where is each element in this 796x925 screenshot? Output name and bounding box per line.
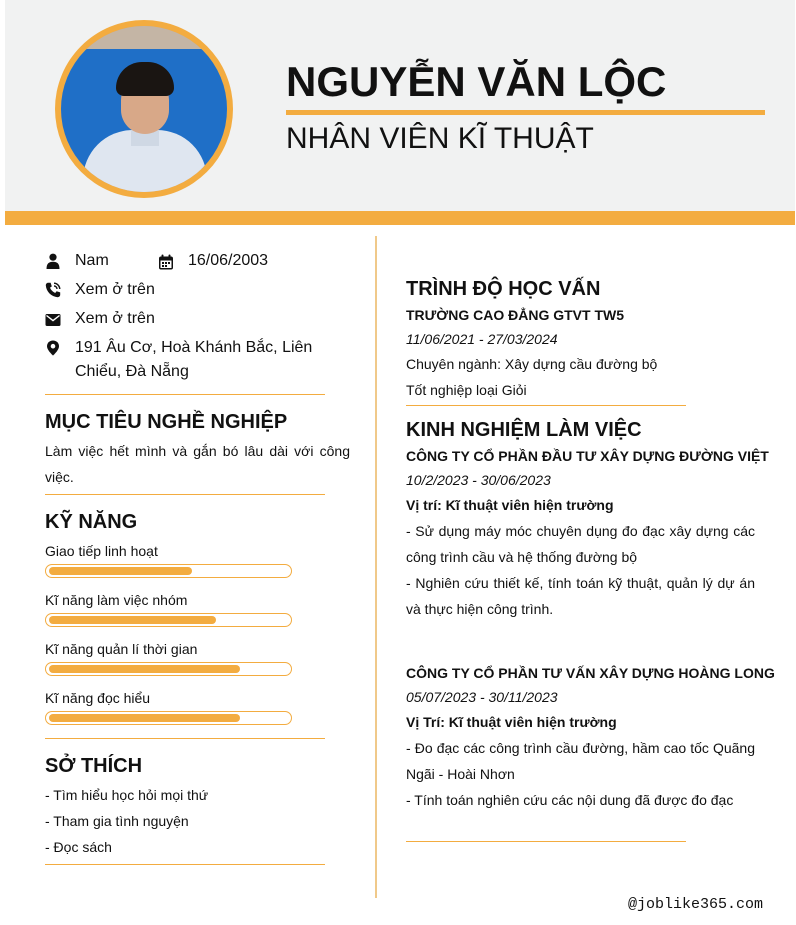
section-divider [45,494,325,495]
skill-bar-fill [49,567,192,575]
job-position: Vị trí: Kĩ thuật viên hiện trường [406,497,614,513]
job-dates: 05/07/2023 - 30/11/2023 [406,689,558,705]
job-duty: - Đo đạc các công trình cầu đường, hầm cao tốc Quãng Ngãi - Hoài Nhơn [406,740,755,782]
site-watermark: @joblike365.com [628,896,764,913]
skill-bar [45,662,292,676]
address-value: 191 Âu Cơ, Hoà Khánh Bắc, Liên Chiểu, Đà Nẵng [75,339,313,380]
hobby-item: - Tìm hiểu học hỏi mọi thứ [45,787,209,803]
skill-bar-fill [49,714,240,722]
section-divider [406,405,686,406]
skill-label: Kĩ năng làm việc nhóm [45,592,188,608]
company-name: CÔNG TY CỔ PHẦN ĐẦU TƯ XÂY DỰNG ĐƯỜNG VIỆT [406,448,769,464]
education-dates: 11/06/2021 - 27/03/2024 [406,331,558,347]
header-accent-bar [5,211,795,225]
skill-bar [45,613,292,627]
job-dates: 10/2/2023 - 30/06/2023 [406,472,551,488]
name-underline [286,110,765,115]
skill-bar-fill [49,616,216,624]
section-divider [406,841,686,842]
hobby-item: - Tham gia tình nguyện [45,813,189,829]
job-title: NHÂN VIÊN KĨ THUẬT [286,122,594,155]
education-result: Tốt nghiệp loại Giỏi [406,382,527,398]
phone-icon [45,282,61,298]
hobby-item: - Đọc sách [45,839,112,855]
phone-value: Xem ở trên [75,281,155,298]
section-divider [45,394,325,395]
envelope-icon [45,312,61,328]
job-duty: - Sử dụng máy móc chuyên dụng đo đạc xây dựng các công trình cầu và hệ thống đường bộ [406,523,755,565]
objective-heading: MỤC TIÊU NGHỀ NGHIỆP [45,411,288,433]
job-position: Vị Trí: Kĩ thuật viên hiện trường [406,714,617,730]
gender-value: Nam [75,252,109,269]
experience-heading: KINH NGHIỆM LÀM VIỆC [406,419,642,441]
skills-heading: KỸ NĂNG [45,511,138,533]
person-icon [45,253,61,269]
hobbies-heading: SỞ THÍCH [45,755,143,777]
education-heading: TRÌNH ĐỘ HỌC VẤN [406,278,601,300]
map-pin-icon [45,340,61,356]
section-divider [45,738,325,739]
company-name: CÔNG TY CỔ PHẦN TƯ VẤN XÂY DỰNG HOÀNG LONG [406,665,775,681]
birthdate-value: 16/06/2003 [188,252,269,269]
skill-label: Kĩ năng đọc hiểu [45,690,151,706]
skill-label: Kĩ năng quản lí thời gian [45,641,198,657]
skill-bar [45,711,292,725]
skill-bar [45,564,292,578]
section-divider [45,864,325,865]
skill-bar-fill [49,665,240,673]
education-major: Chuyên ngành: Xây dựng cầu đường bộ [406,356,658,372]
calendar-icon [158,254,174,270]
job-duty: - Tính toán nghiên cứu các nội dung đã được đo đạc [406,792,734,808]
school-name: TRƯỜNG CAO ĐẲNG GTVT TW5 [406,307,624,323]
job-duty: - Nghiên cứu thiết kế, tính toán kỹ thuật, quản lý dự án và thực hiện công trình. [406,575,755,617]
skill-label: Giao tiếp linh hoạt [45,543,158,559]
candidate-name: NGUYỄN VĂN LỘC [286,58,667,105]
avatar [61,26,227,192]
objective-text: Làm việc hết mình và gắn bó lâu dài với công việc. [45,443,350,485]
column-divider [375,236,377,898]
email-value: Xem ở trên [75,310,155,327]
